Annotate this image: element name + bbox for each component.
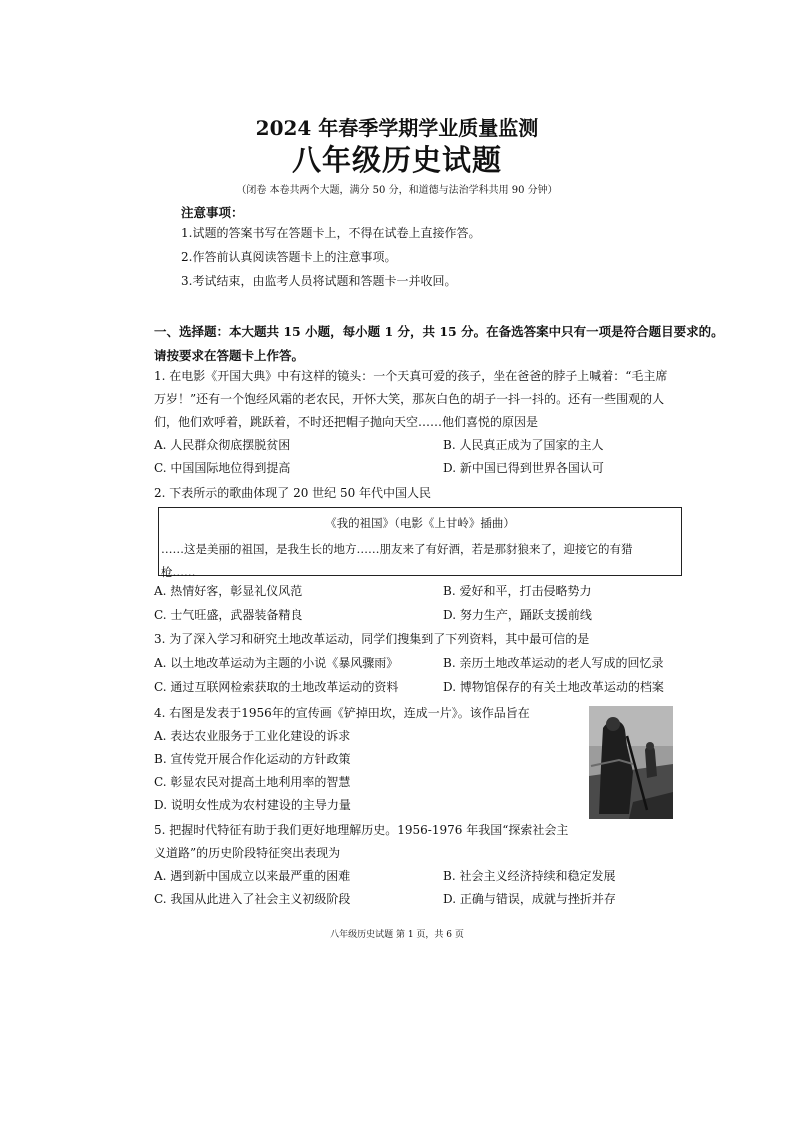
notice-item: 2.作答前认真阅读答题卡上的注意事项。 — [181, 250, 397, 264]
question-4-option-d: D. 说明女性成为农村建设的主导力量 — [154, 798, 351, 812]
question-2-option-d: D. 努力生产，踊跃支援前线 — [443, 608, 592, 622]
question-4-stem: 4. 右图是发表于1956年的宣传画《铲掉田坎，连成一片》。该作品旨在 — [154, 706, 530, 720]
song-lyrics-box — [158, 507, 682, 579]
question-5-option-a: A. 遇到新中国成立以来最严重的困难 — [154, 869, 351, 883]
notice-heading: 注意事项： — [181, 205, 244, 220]
question-5-stem: 义道路”的历史阶段特征突出表现为 — [154, 846, 341, 860]
page-footer: 八年级历史试题 第 1 页，共 6 页 — [330, 930, 464, 940]
question-5-option-b: B. 社会主义经济持续和稳定发展 — [443, 869, 616, 883]
question-3-option-d: D. 博物馆保存的有关土地改革运动的档案 — [443, 680, 664, 694]
question-5-option-d: D. 正确与错误，成就与挫折并存 — [443, 892, 616, 906]
question-2-stem: 2. 下表所示的歌曲体现了 20 世纪 50 年代中国人民 — [154, 486, 432, 500]
question-1-stem: 1. 在电影《开国大典》中有这样的镜头：一个天真可爱的孩子，坐在爸爸的脖子上喊着：“毛主席 — [154, 369, 668, 383]
question-2-option-c: C. 士气旺盛，武器装备精良 — [154, 608, 303, 622]
question-1-stem: 们，他们欢呼着，跳跃着，不时还把帽子抛向天空……他们喜悦的原因是 — [154, 415, 539, 429]
question-1-stem: 万岁！”还有一个饱经风霜的老农民，开怀大笑，那灰白色的胡子一抖一抖的。还有一些围观的人 — [154, 392, 665, 406]
notice-item: 3.考试结束，由监考人员将试题和答题卡一并收回。 — [181, 274, 457, 288]
question-2-option-b: B. 爱好和平，打击侵略势力 — [443, 584, 592, 598]
question-4-option-a: A. 表达农业服务于工业化建设的诉求 — [154, 729, 351, 743]
question-3-option-a: A. 以土地改革运动为主题的小说《暴风骤雨》 — [154, 656, 399, 670]
question-1-option-c: C. 中国国际地位得到提高 — [154, 461, 291, 475]
question-5-option-c: C. 我国从此进入了社会主义初级阶段 — [154, 892, 351, 906]
song-title: 《我的祖国》（电影《上甘岭》插曲） — [325, 516, 515, 530]
exam-note: （闭卷 本卷共两个大题，满分 50 分，和道德与法治学科共用 90 分钟） — [236, 185, 558, 196]
notice-item: 1.试题的答案书写在答题卡上，不得在试卷上直接作答。 — [181, 226, 481, 240]
question-1-option-a: A. 人民群众彻底摆脱贫困 — [154, 438, 291, 452]
song-lyrics-line: 枪…… — [161, 565, 196, 579]
question-1-option-d: D. 新中国已得到世界各国认可 — [443, 461, 604, 475]
question-4-option-b: B. 宣传党开展合作化运动的方针政策 — [154, 752, 351, 766]
question-1-option-b: B. 人民真正成为了国家的主人 — [443, 438, 604, 452]
question-2-option-a: A. 热情好客，彰显礼仪风范 — [154, 584, 303, 598]
exam-title-line1: 2024 年春季学期学业质量监测 — [255, 116, 539, 140]
question-3-option-c: C. 通过互联网检索获取的土地改革运动的资料 — [154, 680, 399, 694]
section-heading: 一、选择题：本大题共 15 小题，每小题 1 分，共 15 分。在备选答案中只有一项是符合题目要求的。 — [154, 324, 724, 339]
question-3-stem: 3. 为了深入学习和研究土地改革运动，同学们搜集到了下列资料，其中最可信的是 — [154, 632, 590, 646]
question-5-stem: 5. 把握时代特征有助于我们更好地理解历史。1956-1976 年我国“探索社会主 — [154, 823, 569, 837]
section-heading-continued: 请按要求在答题卡上作答。 — [154, 348, 305, 363]
exam-title-line2: 八年级历史试题 — [291, 143, 502, 177]
question-4-option-c: C. 彰显农民对提高土地利用率的智慧 — [154, 775, 351, 789]
question-3-option-b: B. 亲历土地改革运动的老人写成的回忆录 — [443, 656, 664, 670]
song-lyrics-line: ……这是美丽的祖国，是我生长的地方……朋友来了有好酒，若是那豺狼来了，迎接它的有猎 — [161, 542, 633, 556]
propaganda-poster-image — [589, 706, 673, 819]
